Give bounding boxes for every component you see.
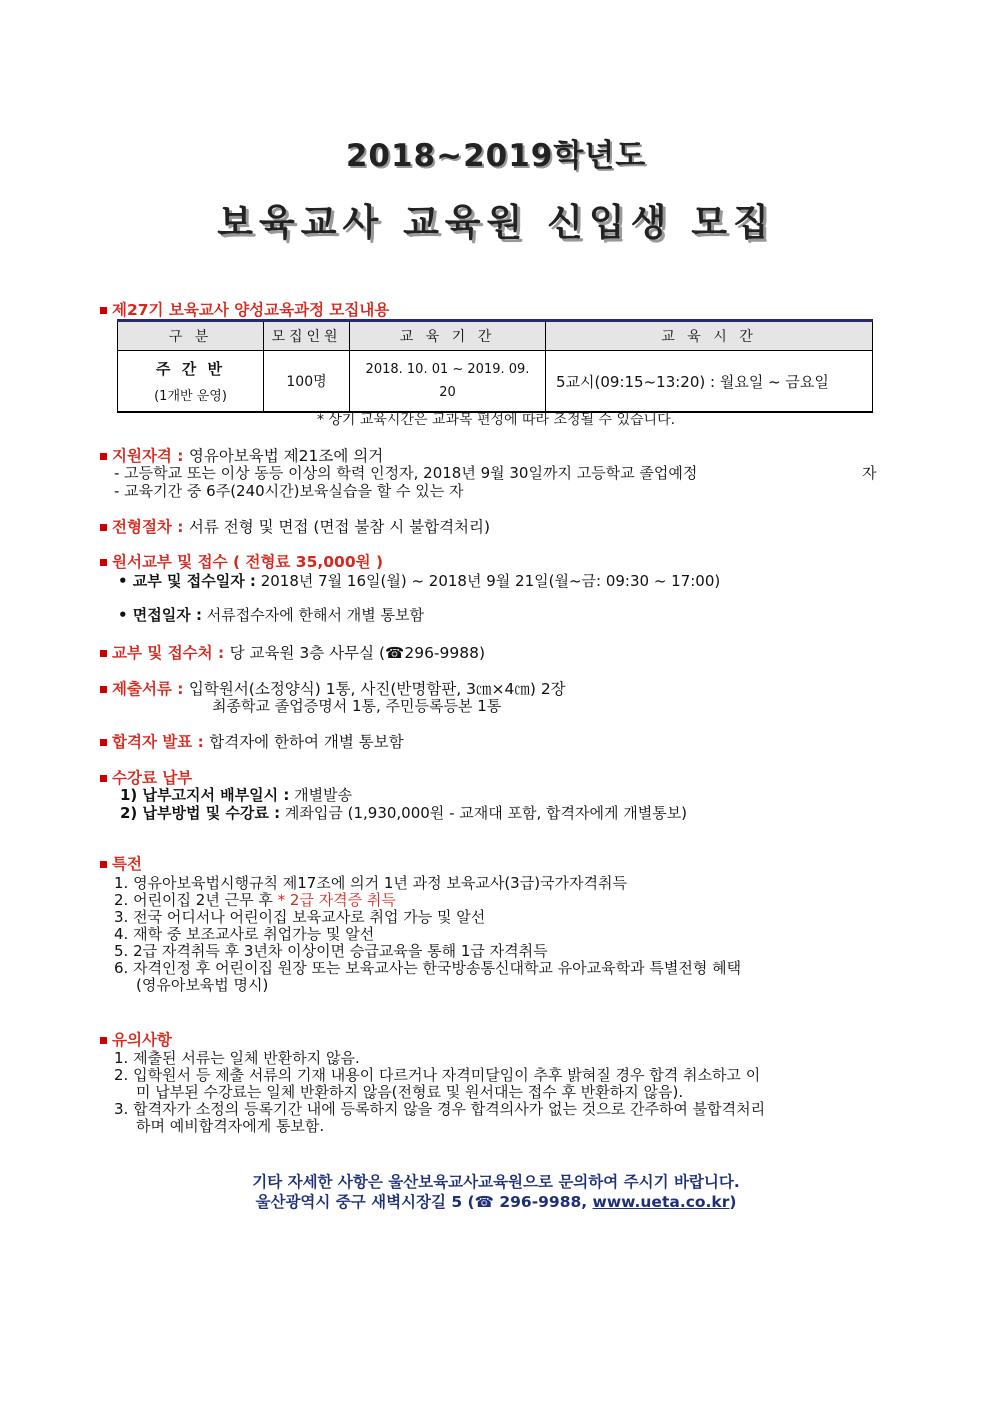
benefit-item: 3. 전국 어디서나 어린이집 보육교사로 취업 가능 및 알선 — [114, 908, 486, 926]
section-procedure-heading: 전형절차 : 서류 전형 및 면접 (면접 불참 시 불합격처리) — [100, 515, 490, 537]
notice-item: 미 납부된 수강료는 일체 반환하지 않음(전형료 및 원서대는 접수 후 반환하지 않음). — [136, 1083, 684, 1101]
square-bullet-icon — [100, 1037, 107, 1044]
documents-line: 최종학교 졸업증명서 1통, 주민등록등본 1통 — [212, 697, 502, 715]
benefit-item: 1. 영유아보육법시행규칙 제17조에 의거 1년 과정 보육교사(3급)국가자격취득 — [114, 874, 628, 892]
square-bullet-icon — [100, 559, 107, 566]
course-type: 주 간 반 — [156, 360, 225, 378]
document-year-title: 2018~2019학년도 — [345, 138, 647, 174]
course-type-sub: (1개반 운영) — [154, 389, 227, 404]
course-period-line1: 2018. 10. 01 ~ 2019. 09. — [365, 362, 530, 377]
square-bullet-icon — [100, 453, 107, 460]
section-benefits-heading: 특전 — [100, 852, 142, 874]
table-header-cell: 모집인원 — [264, 321, 350, 351]
benefit-item: 2. 어린이집 2년 근무 후 * 2급 자격증 취득 — [114, 891, 396, 909]
benefit-highlight: * 2급 자격증 취득 — [277, 891, 396, 909]
section-notice-heading: 유의사항 — [100, 1028, 172, 1050]
course-hours-cell: 5교시(09:15~13:20) : 월요일 ~ 금요일 — [546, 351, 873, 413]
square-bullet-icon — [100, 775, 107, 782]
table-header-cell: 교 육 기 간 — [350, 321, 546, 351]
section-tuition-heading: 수강료 납부 — [100, 766, 192, 788]
table-header-cell: 구 분 — [118, 321, 264, 351]
section-documents-heading: 제출서류 : 입학원서(소정양식) 1통, 사진(반명함판, 3㎝×4㎝) 2장 — [100, 677, 566, 699]
section-result-heading: 합격자 발표 : 합격자에 한하여 개별 통보함 — [100, 730, 404, 752]
footer-line2: 울산광역시 중구 새벽시장길 5 (☎ 296-9988, www.ueta.co.kr) — [255, 1193, 737, 1211]
result-text: 합격자에 한하여 개별 통보함 — [209, 733, 404, 751]
notice-item: 2. 입학원서 등 제출 서류의 기재 내용이 다르거나 자격미달임이 추후 밝혀질 경우 합격 취소하고 이 — [114, 1066, 761, 1084]
benefit-item: 4. 재학 중 보조교사로 취업가능 및 알선 — [114, 925, 375, 943]
section-qualification-heading: 지원자격 : 영유아보육법 제21조에 의거 — [100, 444, 383, 466]
notice-item: 하며 예비합격자에게 통보함. — [136, 1117, 325, 1135]
notice-item: 3. 합격자가 소정의 등록기간 내에 등록하지 않을 경우 합격의사가 없는 것으로 간주하여 불합격처리 — [114, 1100, 766, 1118]
square-bullet-icon — [100, 739, 107, 746]
course-type-cell — [118, 351, 264, 413]
square-bullet-icon — [100, 524, 107, 531]
course-note: * 상기 교육시간은 교과목 편성에 따라 조정될 수 있습니다. — [316, 412, 676, 428]
table-row — [118, 351, 873, 413]
benefit-item: 6. 자격인정 후 어린이집 원장 또는 보육교사는 한국방송통신대학교 유아교육학과 특별전형 혜택 — [114, 959, 742, 977]
course-schedule-table — [117, 319, 873, 413]
square-bullet-icon — [100, 686, 107, 693]
document-main-title: 보육교사 교육원 신입생 모집 — [217, 201, 775, 244]
benefit-item: (영유아보육법 명시) — [136, 976, 269, 994]
tuition-item: 2) 납부방법 및 수강료 : 계좌입금 (1,930,000원 - 교재대 포함, 합격자에게 개별통보) — [120, 804, 688, 822]
qualification-item: 자 — [862, 464, 877, 482]
square-bullet-icon — [100, 307, 107, 314]
application-item: • 교부 및 접수일자 : 2018년 7월 16일(월) ~ 2018년 9월 21일(월~금: 09:30 ~ 17:00) — [118, 572, 721, 590]
qualification-item: - 교육기간 중 6주(240시간)보육실습을 할 수 있는 자 — [114, 482, 464, 500]
website-link[interactable]: www.ueta.co.kr — [592, 1193, 730, 1211]
documents-line: 입학원서(소정양식) 1통, 사진(반명함판, 3㎝×4㎝) 2장 — [188, 680, 566, 698]
qualification-item: - 고등학교 또는 이상 동등 이상의 학력 인정자, 2018년 9월 30일까지 고등학교 졸업예정 — [114, 464, 698, 482]
tuition-item: 1) 납부고지서 배부일시 : 개별발송 — [120, 786, 353, 804]
application-item: • 면접일자 : 서류접수자에 한해서 개별 통보함 — [118, 606, 424, 624]
notice-item: 1. 제출된 서류는 일체 반환하지 않음. — [114, 1049, 360, 1067]
section-application-heading: 원서교부 및 접수 ( 전형료 35,000원 ) — [100, 550, 383, 572]
office-text: 당 교육원 3층 사무실 (☎296-9988) — [229, 644, 486, 662]
square-bullet-icon — [100, 861, 107, 868]
table-header-row — [118, 321, 873, 351]
footer-line1: 기타 자세한 사항은 울산보육교사교육원으로 문의하여 주시기 바랍니다. — [252, 1173, 740, 1191]
section-course-heading: 제27기 보육교사 양성교육과정 모집내용 — [100, 298, 389, 320]
square-bullet-icon — [100, 650, 107, 657]
course-period-line2: 20 — [439, 385, 456, 400]
benefit-item: 5. 2급 자격취득 후 3년차 이상이면 승급교육을 통해 1급 자격취득 — [114, 942, 548, 960]
section-office-heading: 교부 및 접수처 : 당 교육원 3층 사무실 (☎296-9988) — [100, 641, 485, 663]
qualification-text: 영유아보육법 제21조에 의거 — [188, 447, 384, 465]
procedure-text: 서류 전형 및 면접 (면접 불참 시 불합격처리) — [188, 518, 491, 536]
course-count-cell: 100명 — [264, 351, 350, 413]
table-header-cell: 교 육 시 간 — [546, 321, 873, 351]
course-period-cell — [350, 351, 546, 413]
